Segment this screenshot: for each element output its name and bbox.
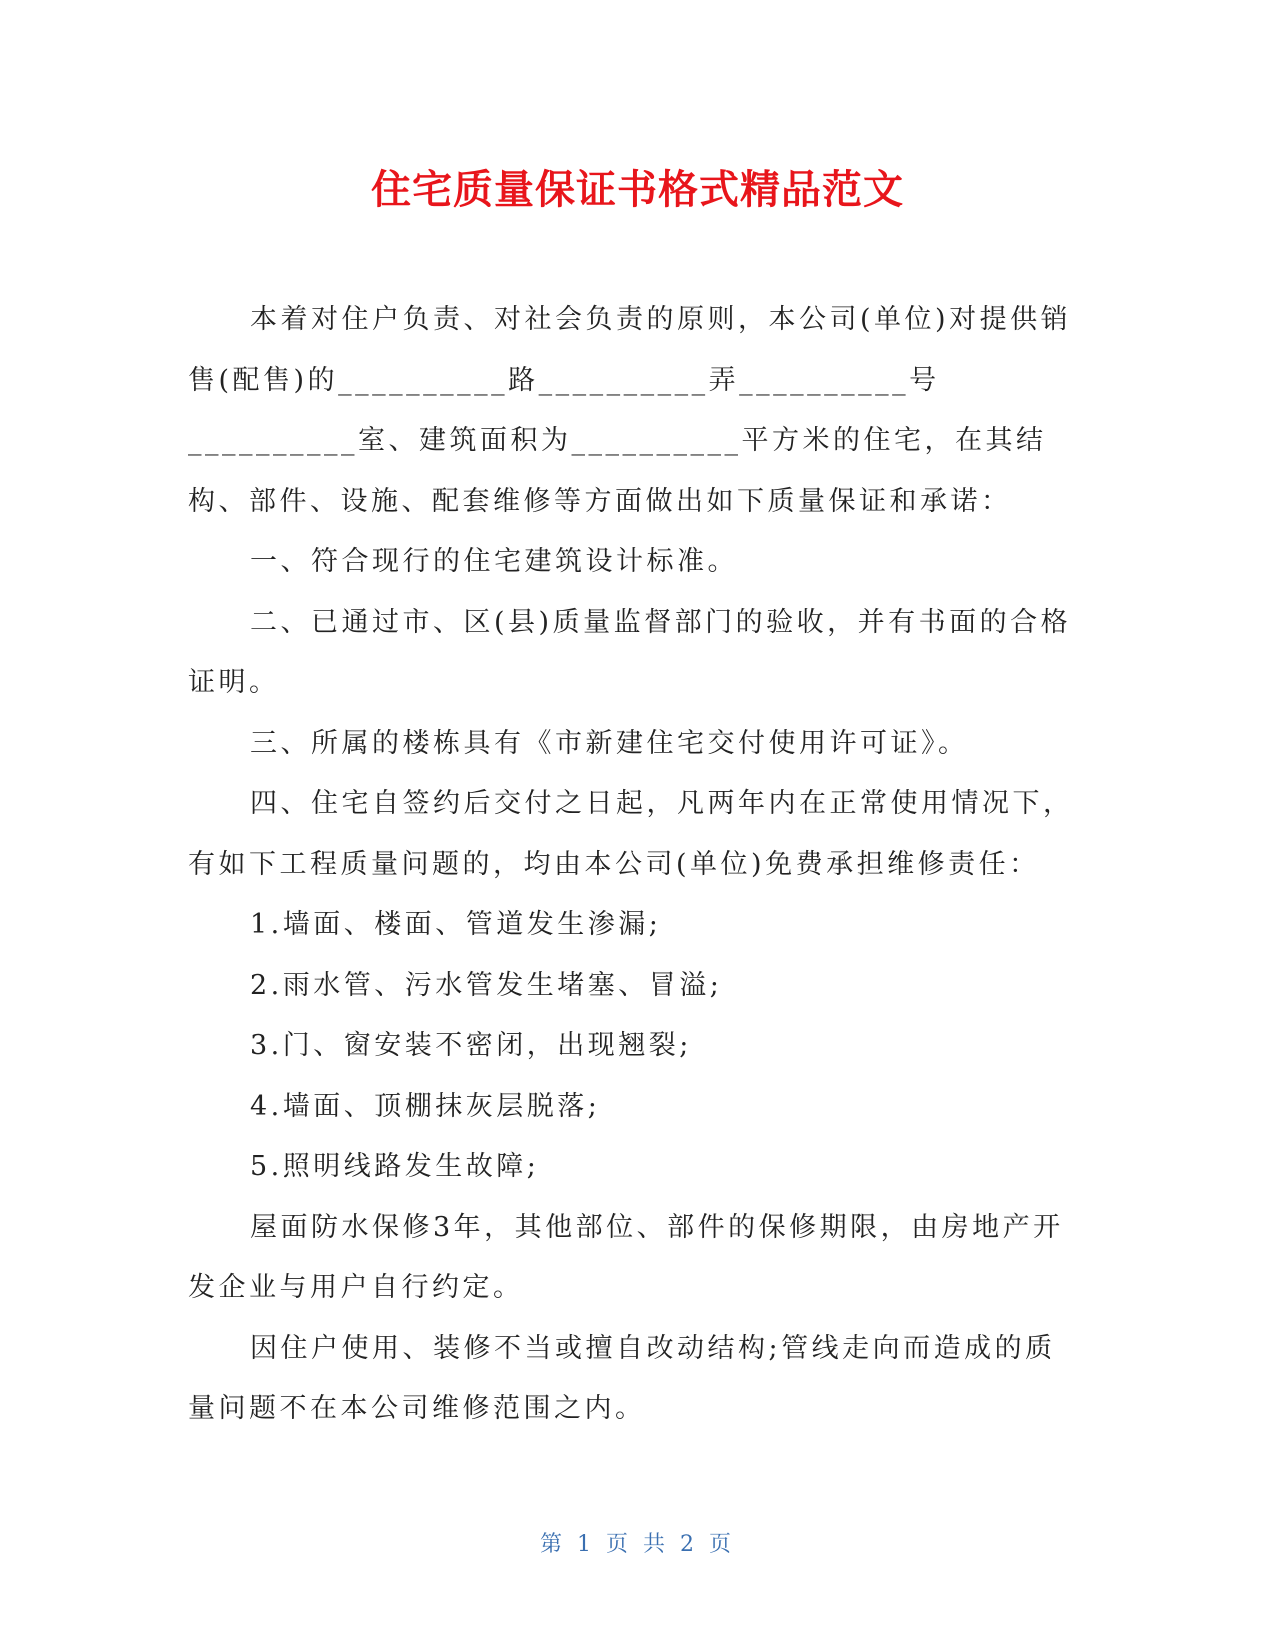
paragraph-item-2: 二、已通过市、区(县)质量监督部门的验收，并有书面的合格证明。 [188, 606, 1072, 698]
paragraph-item-3: 三、所属的楼栋具有《市新建住宅交付使用许可证》。 [250, 727, 969, 759]
paragraph-intro: 本着对住户负责、对社会负责的原则，本公司(单位)对提供销售(配售)的__________路__________弄__________号__________室、建筑面积为__________平方米的住宅，在其结构、部件、设施、配套维修等方面做出如下质量保证和承诺： [188, 304, 1072, 517]
document-body [188, 290, 1078, 1440]
list-item-5: 5.照明线路发生故障; [250, 1151, 540, 1182]
page-indicator: 第 1 页 共 2 页 [540, 1532, 735, 1557]
list-item-3: 3.门、窗安装不密闭，出现翘裂; [250, 1030, 692, 1061]
paragraph-exclusion: 因住户使用、装修不当或擅自改动结构;管线走向而造成的质量问题不在本公司维修范围之内。 [188, 1332, 1056, 1424]
list-item-4: 4.墙面、顶棚抹灰层脱落; [250, 1090, 601, 1122]
paragraph-item-4: 四、住宅自签约后交付之日起，凡两年内在正常使用情况下，有如下工程质量问题的，均由本公司(单位)免费承担维修责任： [188, 788, 1074, 880]
paragraph-item-1: 一、符合现行的住宅建筑设计标准。 [250, 546, 738, 577]
list-item-2: 2.雨水管、污水管发生堵塞、冒溢; [250, 969, 723, 1001]
document-title: 住宅质量保证书格式精品范文 [371, 167, 904, 213]
paragraph-warranty-period: 屋面防水保修3年，其他部位、部件的保修期限，由房地产开发企业与用户自行约定。 [188, 1211, 1064, 1303]
list-item-1: 1.墙面、楼面、管道发生渗漏; [250, 909, 662, 940]
